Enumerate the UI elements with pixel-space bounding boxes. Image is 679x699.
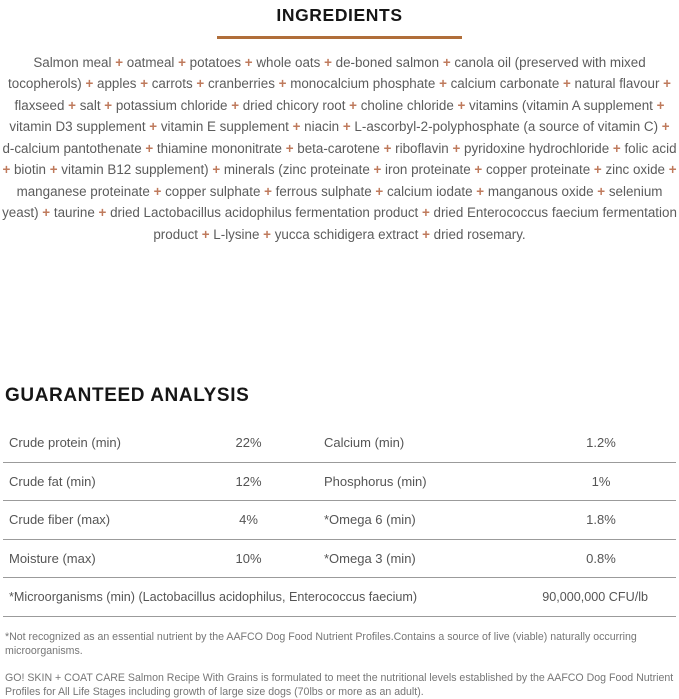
guaranteed-analysis-title: GUARANTEED ANALYSIS [5, 385, 250, 406]
plus-separator: + [201, 226, 210, 242]
analysis-right-value: 1.8% [586, 512, 616, 528]
analysis-left-value: 22% [235, 435, 262, 451]
plus-separator: + [278, 76, 287, 91]
plus-separator: + [264, 183, 272, 199]
analysis-row [3, 540, 676, 579]
analysis-right-label: *Omega 3 (min) [324, 550, 416, 566]
plus-separator: + [292, 119, 301, 134]
plus-separator: + [342, 119, 351, 134]
plus-separator: + [474, 162, 483, 177]
plus-separator: + [98, 205, 107, 220]
plus-separator: + [563, 76, 571, 91]
analysis-row [3, 501, 676, 540]
plus-separator: + [178, 54, 186, 70]
plus-separator: + [421, 205, 430, 220]
analysis-left-label: Crude fat (min) [9, 473, 96, 489]
plus-separator: + [373, 162, 382, 177]
analysis-right-value: 1.2% [586, 435, 616, 451]
plus-separator: + [375, 183, 384, 199]
plus-separator: + [452, 140, 461, 156]
plus-separator: + [263, 226, 271, 242]
plus-separator: + [85, 76, 94, 91]
plus-separator: + [439, 76, 447, 91]
plus-separator: + [153, 183, 162, 199]
plus-separator: + [244, 54, 253, 70]
footnote-aafco-statement: GO! SKIN + COAT CARE Salmon Recipe With Grains is formulated to meet the nutritional levels established by the AAFCO Dog Food Nutrient Profiles for All Life Stages including growth of large size dogs (70lbs or more as an adult). [5, 671, 674, 698]
plus-separator: + [68, 97, 76, 113]
analysis-right-label: *Omega 6 (min) [324, 512, 416, 528]
analysis-right-label: Phosphorus (min) [324, 473, 427, 489]
plus-separator: + [422, 226, 430, 242]
ingredients-title: INGREDIENTS [276, 5, 403, 25]
footnote-nutrient-disclaimer: *Not recognized as an essential nutrient by the AAFCO Dog Food Nutrient Profiles.Contains a source of live (viable) naturally occurring microorganisms. [5, 630, 637, 657]
analysis-right-label: Calcium (min) [324, 435, 405, 451]
analysis-left-label: Moisture (max) [9, 550, 96, 566]
analysis-row-microorganisms [3, 578, 676, 617]
plus-separator: + [661, 119, 670, 134]
analysis-left-label: Crude fiber (max) [9, 512, 111, 528]
plus-separator: + [612, 140, 621, 156]
plus-separator: + [104, 97, 113, 113]
plus-separator: + [145, 140, 154, 156]
ingredients-text: Salmon meal + oatmeal + potatoes + whole oats + de-boned salmon + canola oil (preserved with mixed tocopherols) + apples + carrots + cranberries + monocalcium phosphate + calcium carbonate + natural flavour + flaxseed + salt + potassium chloride + dried chicory root + choline chloride + vitamins (vitamin A supplement + vitamin D3 supplement + vitamin E supplement + niacin + L-ascorbyl-2-polyphosphate (a source of vitamin C) + d-calcium pantothenate + thiamine mononitrate + beta-carotene + riboflavin + pyridoxine hydrochloride + folic acid + biotin + vitamin B12 supplement) + minerals (zinc proteinate + iron proteinate + copper proteinate + zinc oxide + manganese proteinate + copper sulphate + ferrous sulphate + calcium iodate + manganous oxide + selenium yeast) + taurine + dried Lactobacillus acidophilus fermentation product + dried Enterococcus faecium fermentation product + L-lysine + yucca schidigera extract + dried rosemary. [2, 54, 677, 242]
plus-separator: + [212, 162, 221, 177]
microorganisms-label: *Microorganisms (min) (Lactobacillus acidophilus, Enterococcus faecium) [9, 589, 418, 604]
plus-separator: + [149, 119, 158, 134]
analysis-left-label: Crude protein (min) [9, 435, 121, 451]
plus-separator: + [115, 54, 124, 70]
plus-separator: + [231, 97, 240, 113]
plus-separator: + [656, 97, 665, 113]
plus-separator: + [196, 76, 205, 91]
plus-separator: + [49, 162, 58, 177]
plus-separator: + [285, 140, 294, 156]
analysis-left-value: 12% [235, 473, 262, 489]
plus-separator: + [668, 162, 677, 177]
plus-separator: + [457, 97, 466, 113]
analysis-left-value: 10% [235, 550, 262, 566]
accent-divider [217, 36, 462, 39]
analysis-right-value: 0.8% [586, 550, 616, 566]
plus-separator: + [324, 54, 332, 70]
plus-separator: + [2, 162, 11, 177]
plus-separator: + [140, 76, 149, 91]
analysis-left-value: 4% [239, 512, 258, 528]
plus-separator: + [383, 140, 392, 156]
plus-separator: + [593, 162, 602, 177]
microorganisms-value: 90,000,000 CFU/lb [542, 589, 648, 604]
plus-separator: + [476, 183, 485, 199]
plus-separator: + [663, 76, 671, 91]
plus-separator: + [597, 183, 606, 199]
guaranteed-analysis-table [3, 424, 676, 617]
plus-separator: + [442, 54, 451, 70]
analysis-row [3, 463, 676, 502]
analysis-row [3, 424, 676, 463]
analysis-right-value: 1% [591, 473, 611, 489]
plus-separator: + [349, 97, 357, 113]
plus-separator: + [42, 205, 51, 220]
